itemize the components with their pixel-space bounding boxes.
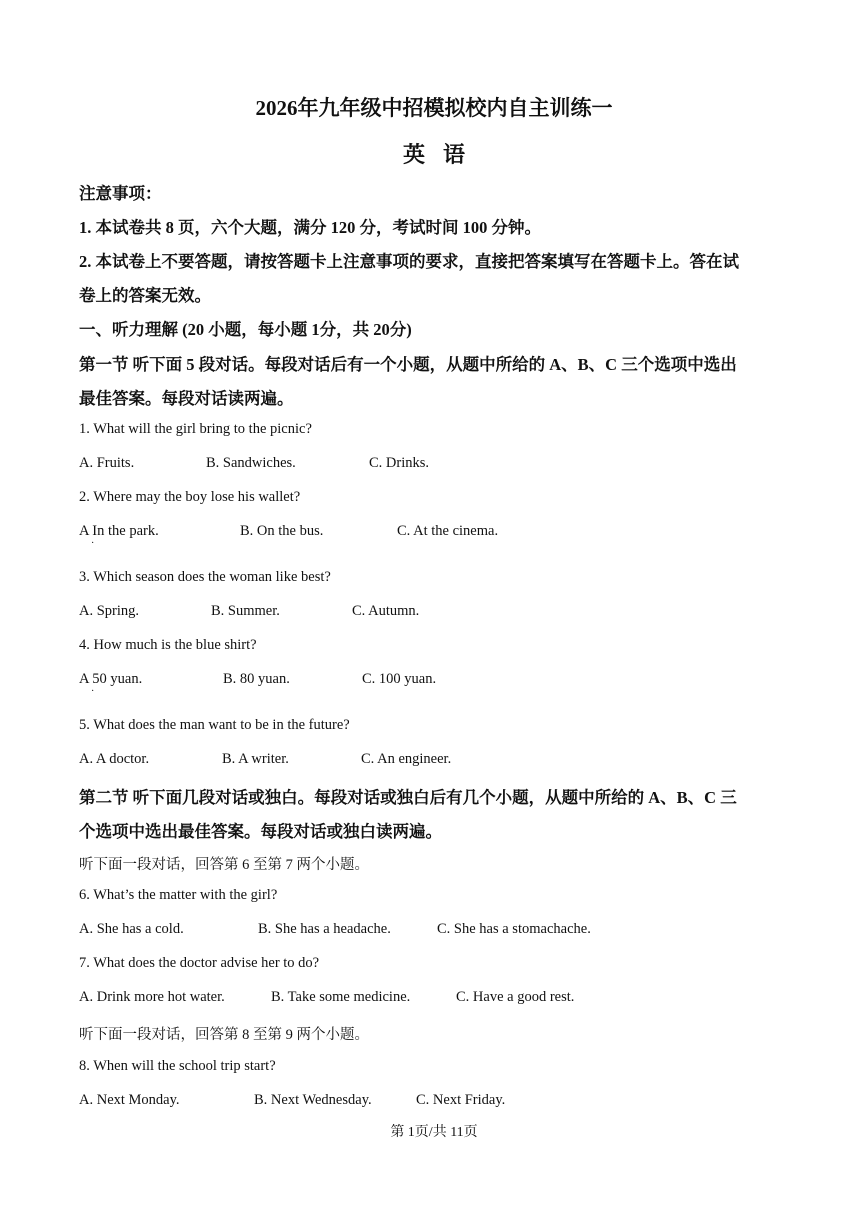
notice-item-1: 1. 本试卷共 8 页，六个大题，满分 120 分，考试时间 100 分钟。 [79,218,541,237]
dialogue-instruction-8-9: 听下面一段对话，回答第 8 至第 9 两个小题。 [79,1027,369,1043]
q2-option-c: C. At the cinema. [397,523,499,539]
notice-item-2-line2: 卷上的答案无效。 [79,286,211,305]
q7-option-a: A. Drink more hot water. [79,989,225,1005]
subject-title: 英语 [402,142,483,167]
q5-option-c: C. An engineer. [361,751,452,767]
q6-option-c: C. She has a stomachache. [437,921,591,937]
q1-option-b: B. Sandwiches. [206,455,296,471]
q4-option-c: C. 100 yuan. [362,671,437,687]
dialogue-instruction-6-7: 听下面一段对话，回答第 6 至第 7 两个小题。 [79,857,369,873]
section1-instruction-line2: 最佳答案。每段对话读两遍。 [79,389,294,408]
page-number: 第 1页/共 11页 [390,1125,478,1140]
question-6: 6. What’s the matter with the girl? [79,887,278,903]
q7-option-b: B. Take some medicine. [271,989,411,1005]
question-2: 2. Where may the boy lose his wallet? [79,489,301,505]
q8-option-c: C. Next Friday. [416,1092,506,1108]
q4-stray-dot: · [91,686,95,697]
question-8: 8. When will the school trip start? [79,1058,276,1074]
q3-option-b: B. Summer. [211,603,280,619]
exam-title: 2026年九年级中招模拟校内自主训练一 [255,96,613,120]
q3-option-a: A. Spring. [79,603,140,619]
question-5: 5. What does the man want to be in the future? [79,717,350,733]
q5-option-b: B. A writer. [222,751,289,767]
q4-option-b: B. 80 yuan. [223,671,290,687]
q4-option-a: A 50 yuan. [79,671,143,687]
notice-item-2-line1: 2. 本试卷上不要答题，请按答题卡上注意事项的要求，直接把答案填写在答题卡上。答在试 [79,252,739,271]
q2-stray-dot: · [91,538,95,549]
q6-option-b: B. She has a headache. [258,921,391,937]
question-4: 4. How much is the blue shirt? [79,637,257,653]
q2-option-a: A In the park. [79,523,159,539]
section1-instruction-line1: 第一节 听下面 5 段对话。每段对话后有一个小题，从题中所给的 A、B、C 三个选项中选出 [79,355,737,374]
q3-option-c: C. Autumn. [352,603,420,619]
q1-option-c: C. Drinks. [369,455,430,471]
question-7: 7. What does the doctor advise her to do? [79,955,320,971]
q6-option-a: A. She has a cold. [79,921,184,937]
part1-heading: 一、听力理解 (20 小题，每小题 1分，共 20分) [79,320,412,339]
question-3: 3. Which season does the woman like best? [79,569,331,585]
q1-option-a: A. Fruits. [79,455,135,471]
q8-option-a: A. Next Monday. [79,1092,180,1108]
question-1: 1. What will the girl bring to the picnic? [79,421,312,437]
q8-option-b: B. Next Wednesday. [254,1092,372,1108]
q7-option-c: C. Have a good rest. [456,989,575,1005]
section2-instruction-line2: 个选项中选出最佳答案。每段对话或独白读两遍。 [79,822,442,841]
notice-heading: 注意事项： [79,184,162,203]
section2-instruction-line1: 第二节 听下面几段对话或独白。每段对话或独白后有几个小题，从题中所给的 A、B、C 三 [79,788,737,807]
q5-option-a: A. A doctor. [79,751,150,767]
q2-option-b: B. On the bus. [240,523,324,539]
